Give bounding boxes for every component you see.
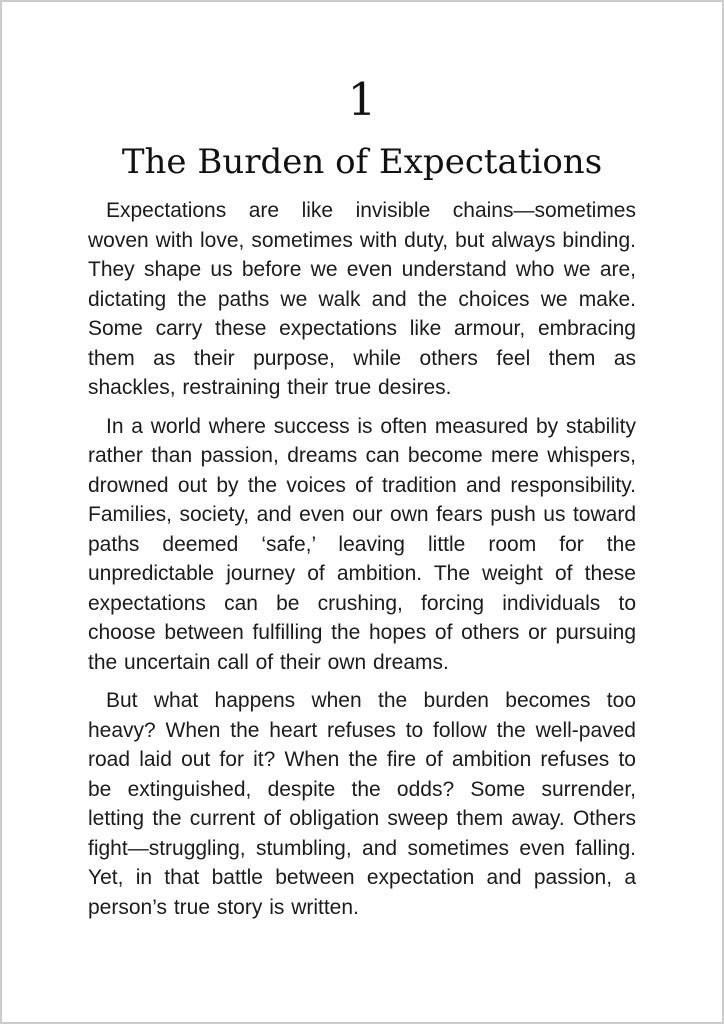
paragraph-2: In a world where success is often measured by stability rather than passion, dreams can become mere whispers, drowned out by the voices of tradition and responsibility. Families, society, and even our own fears push us toward paths deemed ‘safe,’ leaving little room for the unpredictable journey of ambition. The weight of these expectations can be crushing, forcing individuals to choose between fulfilling the hopes of others or pursuing the uncertain call of their own dreams. — [88, 414, 636, 674]
paragraph-1: Expectations are like invisible chains—sometimes woven with love, sometimes with duty, but always binding. They shape us before we even understand who we are, dictating the paths we walk and the choices we make. Some carry these expectations like armour, embracing them as their purpose, while others feel them as shackles, restraining their true desires. — [88, 199, 636, 399]
chapter-title: The Burden of Expectations — [121, 142, 603, 182]
chapter-number: 1 — [347, 73, 377, 126]
paragraph-3: But what happens when the burden becomes too heavy? When the heart refuses to follow the well-paved road laid out for it? When the fire of ambition refuses to be extinguished, despite the odds? Some surrender, letting the current of obligation sweep them away. Others fight—struggling, stumbling, and sometimes even falling. Yet, in that battle between expectation and passion, a person’s true story is written. — [88, 689, 636, 919]
chapter-body — [2, 196, 722, 922]
